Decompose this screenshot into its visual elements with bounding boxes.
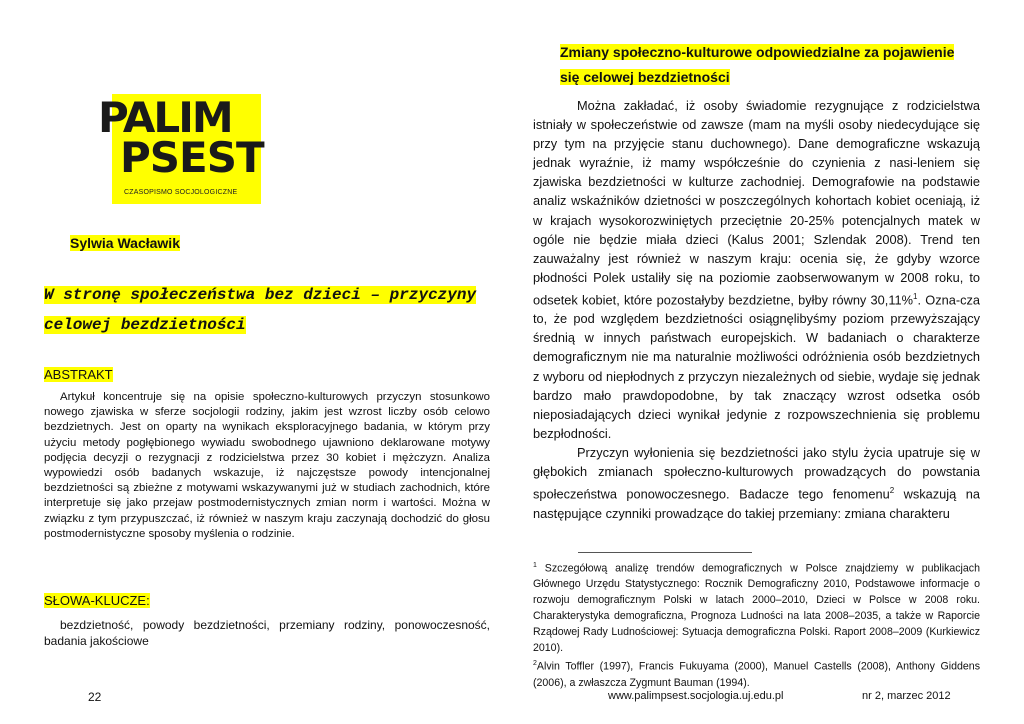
article-title-line1: W stronę społeczeństwa bez dzieci – przyczyny (44, 286, 477, 304)
keywords-text: bezdzietność, powody bezdzietności, przemiany rodziny, ponowoczesność, badania jakościowe (44, 618, 490, 648)
logo-wordmark-line1: PALIM (98, 93, 232, 142)
abstract-heading: ABSTRAKT (44, 367, 113, 382)
keywords-body (44, 617, 490, 649)
footnote-2-text: Alvin Toffler (1997), Francis Fukuyama (2000), Manuel Castells (2008), Anthony Giddens (2006), a zwłaszcza Zygmunt Bauman (1994). (533, 660, 980, 689)
footnote-divider (578, 552, 752, 553)
footnote-ref-2[interactable]: 2 (889, 486, 895, 496)
issue-info: nr 2, marzec 2012 (862, 690, 951, 702)
paragraph-1-part-b: . Ozna-cza to, że pod względem bezdzietności osiągnęlibyśmy poziom przewyższający średnią w innych państwach europejskich. W badaniach o charakterze demograficznym nie ma naturalnie możliwości odróżnienia osób bezdzietnych z wyboru od niepłodnych z przyczyn niezależnych od siebie, wydaje się jednak bardzo mało prawdopodobne, by tak znaczący wzrost odsetka osób nieposiadających dzieci wynikał jedynie z rozpowszechnienia się problemu bezpłodności. (533, 292, 981, 441)
paragraph-2-part-a: Przyczyn wyłonienia się bezdzietności jako stylu życia upatruje się w głębokich zmianach społeczno-kulturowych prowadzących do powstania społeczeństwa ponowoczesnego. Badacze tego fenomenu (533, 444, 980, 502)
footnote-2-mark: 2 (533, 660, 537, 668)
section-heading-line2: się celowej bezdzietności (560, 69, 730, 85)
paragraph-2-part-b: wskazują na następujące czynniki prowadzące do takiej przemiany: zmiana charakteru (533, 486, 980, 521)
footnote-2 (533, 656, 980, 691)
author-name: Sylwia Wacławik (70, 235, 180, 251)
footnote-1-mark: 1 (533, 562, 537, 569)
paragraph-2 (533, 443, 980, 523)
logo-wordmark-line2: PSEST (120, 133, 264, 182)
abstract-body (44, 390, 490, 542)
page-number: 22 (88, 690, 102, 704)
section-heading (560, 40, 980, 90)
footnote-ref-1[interactable]: 1 (913, 291, 918, 301)
keywords-heading: SŁOWA-KLUCZE: (44, 593, 150, 608)
article-title-line2: celowej bezdzietności (44, 316, 246, 334)
journal-url[interactable]: www.palimpsest.socjologia.uj.edu.pl (608, 690, 784, 702)
paragraph-1-part-a: Można zakładać, iż osoby świadomie rezygnujące z rodzicielstwa istniały w społeczeństwie od zawsze (mam na myśli osoby niedecydujące się przy tym na przyjęcie stanu duchownego). Dane demograficzne wskazują jednak wyraźnie, iż mamy współcześnie do czynienia z nasi-leniem się zjawiska bezdzietności w kulturze zachodniej. Demografowie na podstawie analiz wskaźników dzietności w poszczególnych kohortach kobiet oceniają, iż w krajach wysokorozwiniętych przeciętnie 20-25% potencjalnych matek w ogóle nie będzie miała dzieci (Kalus 2001; Szlendak 2008). Trend ten zauważalny jest również w naszym kraju: ocenia się, że gdyby wzorce płodności Polek ustaliły się na poziomie zaobserwowanym w 2008 roku, to odsetek kobiet, które pozostałyby bezdzietne, byłby równy 30,11% (533, 98, 980, 308)
paragraph-1 (533, 96, 980, 443)
abstract-text: Artykuł koncentruje się na opisie społeczno-kulturowych przyczyn stosunkowo nowego zjawiska w sferze socjologii rodziny, jakim jest wzrost liczby osób celowo bezdzietnych. Jest on oparty na wynikach eksploracyjnego badania, w którym przy użyciu metody pogłębionego wywiadu swobodnego ujawniono deklarowane motywy podjęcia decyzji o rezygnacji z rodzicielstwa przez 30 kobiet i mężczyzn. Analiza wypowiedzi osób badanych wskazuje, iż najczęstsze powody intencjonalnej bezdzietności są zbieżne z motywami wskazywanymi już w studiach zachodnich, które interpretuje się jako przejaw postmodernistycznych zmian norm i wartości. Można w związku z tym przypuszczać, iż również w naszym kraju zaczynają dochodzić do głosu postmodernistyczne sposoby myślenia o rodzinie. (44, 391, 490, 540)
journal-logo (98, 93, 264, 204)
logo-subtitle: CZASOPISMO SOCJOLOGICZNE (124, 189, 238, 196)
footnotes (533, 558, 980, 691)
footnote-1-text: Szczegółową analizę trendów demograficznych w Polsce znajdziemy w publikacjach Głównego Urzędu Statystycznego: Rocznik Demograficzny 2010, Podstawowe informacje o rozwoju demograficznym Polski w latach 2000–2010, Dzieci w Polsce w 2008 roku. Charakterystyka demograficzna, Prognoza Ludności na lata 2008–2035, a także w Raporcie Rządowej Rady Ludnościowej: Sytuacja demograficzna Polski. Raport 2008–2009 (Kurkiewicz 2010). (533, 562, 980, 654)
footnote-1 (533, 558, 980, 656)
body-text (533, 96, 980, 523)
article-title (44, 280, 494, 340)
section-heading-line1: Zmiany społeczno-kulturowe odpowiedzialne za pojawienie (560, 44, 955, 60)
